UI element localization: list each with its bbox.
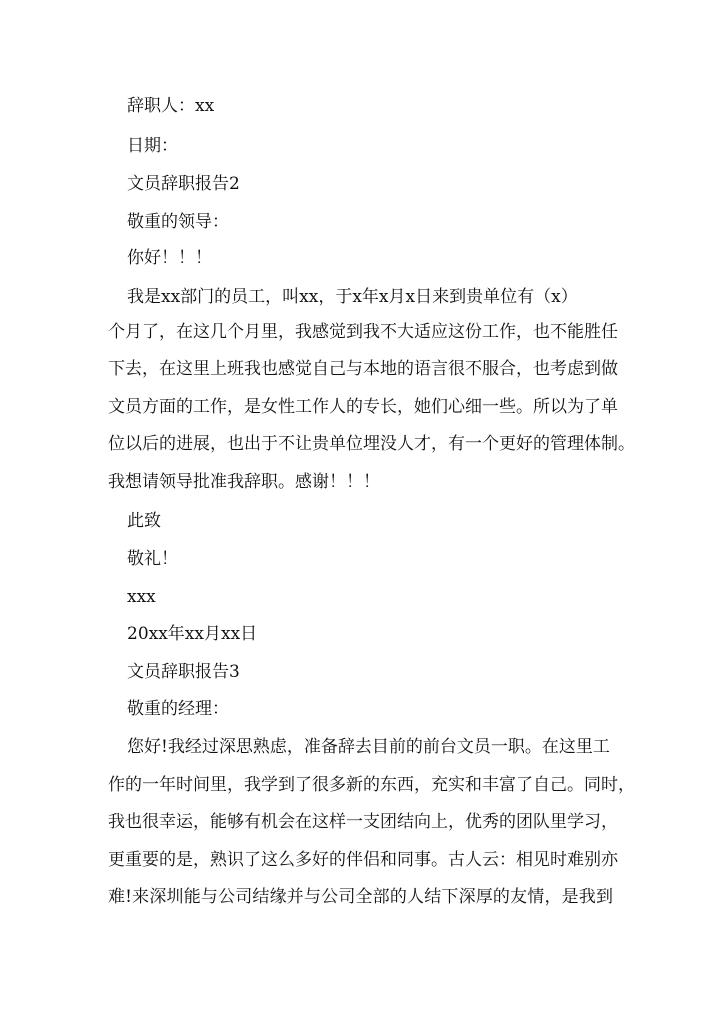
- paragraph-line: 我想请领导批准我辞职。感谢！！！: [108, 472, 380, 492]
- closing-line: 此致: [127, 511, 161, 531]
- date-line: 日期：: [127, 136, 178, 156]
- section-title-3: 文员辞职报告3: [127, 662, 240, 682]
- paragraph-line: 位以后的进展，也出于不让贵单位埋没人才，有一个更好的管理体制。: [108, 434, 635, 454]
- regards-line: 敬礼！: [127, 549, 178, 569]
- paragraph-line: 更重要的是，熟识了这么多好的伴侣和同事。古人云：相见时难别亦: [108, 850, 618, 870]
- paragraph-line: 您好!我经过深思熟虑，准备辞去目前的前台文员一职。在这里工: [127, 737, 610, 757]
- signature-line: xxx: [127, 587, 156, 607]
- paragraph-line: 我也很幸运，能够有机会在这样一支团结向上，优秀的团队里学习，: [108, 812, 618, 832]
- greeting-line: 你好！！！: [127, 248, 212, 268]
- paragraph-line: 文员方面的工作，是女性工作人的专长，她们心细一些。所以为了单: [108, 397, 618, 417]
- salutation-leader: 敬重的领导：: [127, 212, 229, 232]
- section-title-2: 文员辞职报告2: [127, 174, 240, 194]
- paragraph-line: 下去，在这里上班我也感觉自己与本地的语言很不服合，也考虑到做: [108, 359, 618, 379]
- paragraph-line: 个月了，在这几个月里，我感觉到我不大适应这份工作，也不能胜任: [108, 322, 618, 342]
- paragraph-line: 作的一年时间里，我学到了很多新的东西，充实和丰富了自己。同时，: [108, 775, 635, 795]
- paragraph-line: 我是xx部门的员工，叫xx，于x年x月x日来到贵单位有（x）: [127, 287, 578, 307]
- paragraph-line: 难!来深圳能与公司结缘并与公司全部的人结下深厚的友情，是我到: [108, 887, 613, 907]
- signature-date-line: 20xx年xx月xx日: [127, 624, 258, 644]
- resigner-line: 辞职人：xx: [127, 96, 215, 116]
- salutation-manager: 敬重的经理：: [127, 699, 229, 719]
